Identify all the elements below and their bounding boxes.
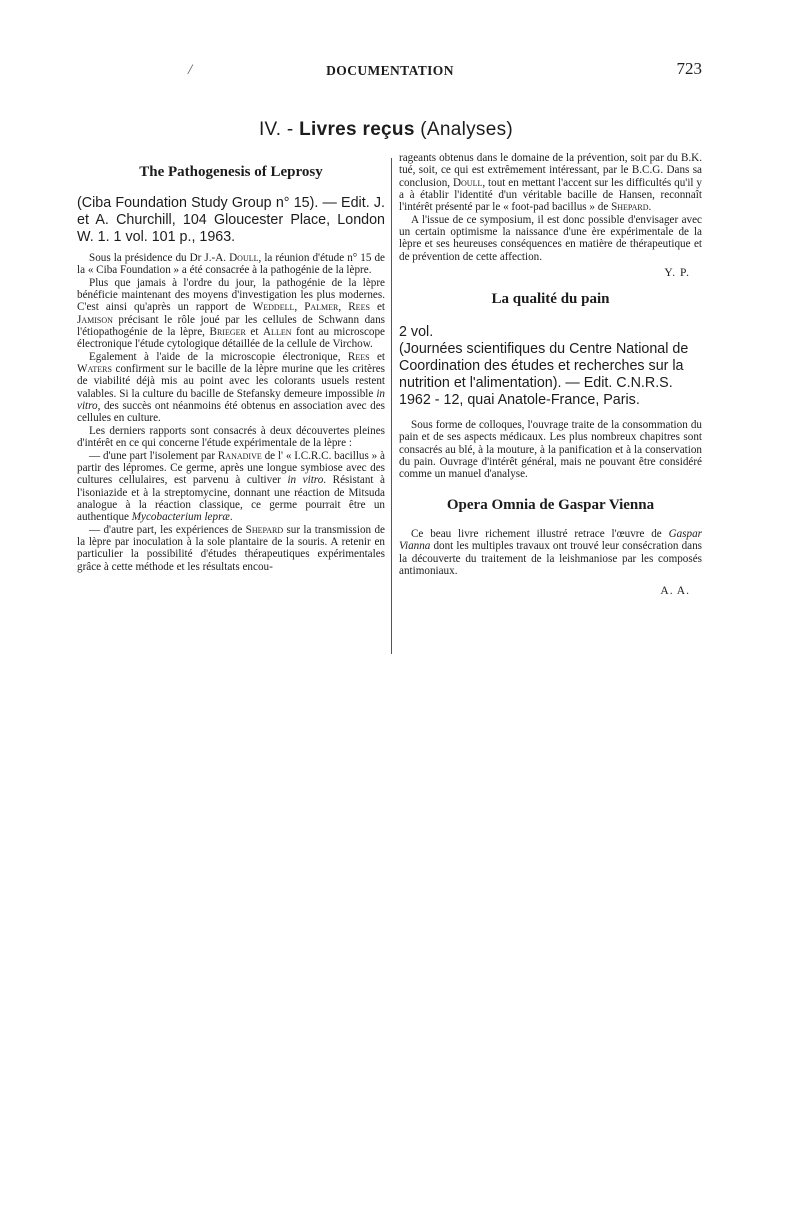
review-title: The Pathogenesis of Leprosy <box>139 164 323 180</box>
italic-term: Gaspar Vianna <box>399 527 702 553</box>
author-name: Weddell, Palmer, Rees <box>252 301 370 314</box>
author-name: Doull <box>229 252 259 264</box>
author-name: Ranadive <box>217 449 262 462</box>
author-name: Allen <box>263 326 292 339</box>
review-title: Opera Omnia de Gaspar Vienna <box>446 496 655 513</box>
author-name: Doull <box>452 176 483 189</box>
left-column <box>77 158 385 573</box>
author-name: Waters <box>77 363 112 376</box>
reviewer-signature: Y. P. <box>664 267 690 280</box>
paragraph: Ce beau livre richement illustré retrace l'œuvre de Gaspar Vianna dont les multiples travaux ont trouvé leur consécration dans la découverte du traitement de la leishmaniose par les composés antimoniaux. <box>399 527 702 577</box>
italic-term: in vitro <box>77 387 385 413</box>
section-suffix: (Analyses) <box>414 119 514 140</box>
paragraph: Sous forme de colloques, l'ouvrage traite de la consommation du pain et de ses aspects médicaux. Les plus nombreux chapitres sont consacrés au blé, à la mouture, à la panification et à la conservation du pain. Ouvrage d'intérêt général, mais ne pouvant être considéré comme un manuel d'analyse. <box>399 419 702 481</box>
paragraph: Plus que jamais à l'ordre du jour, la pathogénie de la lèpre bénéficie maintenant des moyens d'investigation les plus modernes. C'est ainsi qu'après un rapport de Weddell, Palmer, Rees et Jamison précisant le rôle joué par les cellules de Schwann dans l'étiopathogénie de la lèpre, Brieger et Allen font au microscope électronique l'étude cytologique détaillée de la cellule de Virchow. <box>77 276 386 351</box>
column-divider <box>391 158 392 654</box>
header-mark: / <box>188 62 193 78</box>
section-prefix: IV. - <box>258 119 300 140</box>
section-heading-bold: Livres reçus <box>299 119 415 140</box>
author-name: Brieger <box>209 326 246 339</box>
author-name: Jamison <box>77 313 113 326</box>
paragraph: Les derniers rapports sont consacrés à deux découvertes pleines d'intérêt en ce qui concerne l'étude expérimentale de la lèpre : <box>77 424 385 450</box>
paragraph: rageants obtenus dans le domaine de la prévention, soit par du B.K. tué, soit, ce qui est extrêmement intéressant, par le B.C.G. Dans sa conclusion, Doull, tout en mettant l'accent sur les difficultés qu'il y a à établir l'identité d'un véritable bacille de Hansen, reconnaît l'intérêt présenté par le « foot-pad bacillus » de Shepard. <box>399 152 702 214</box>
author-name: Shepard <box>245 523 284 536</box>
right-column <box>399 152 702 597</box>
paragraph: — d'autre part, les expériences de Shepard sur la transmission de la lèpre par inoculation à la sole plantaire de la souris. A retenir en particulier la possibilité d'études thérapeutiques expérimentales grâce à cette méthode et les résultats encou- <box>77 523 385 573</box>
paragraph: Sous la présidence du Dr J.-A. Doull, la réunion d'étude n° 15 de la « Ciba Foundation » a été consacrée à la pathogénie de la lèpre. <box>77 252 385 277</box>
author-name: Rees <box>347 350 370 363</box>
page-number: 723 <box>676 59 702 78</box>
author-name: Shepard <box>611 201 649 214</box>
reviewer-signature: A. A. <box>660 585 690 598</box>
italic-term: in vitro <box>287 474 324 487</box>
book-reference: (Ciba Foundation Study Group n° 15). — Edit. J. et A. Churchill, 104 Gloucester Place, London W. 1. 1 vol. 101 p., 1963. <box>77 195 385 245</box>
volume-count: 2 vol. <box>399 324 434 341</box>
review-title: La qualité du pain <box>491 291 610 308</box>
book-reference: (Journées scientifiques du Centre National de Coordination des études et recherches sur la nutrition et l'alimentation). — Edit. C.N.R.S. 1962 - 12, quai Anatole-France, Paris. <box>399 341 689 409</box>
italic-term: Mycobacterium lepræ <box>131 511 230 524</box>
running-title: DOCUMENTATION <box>326 63 454 78</box>
paragraph: — d'une part l'isolement par Ranadive de l' « I.C.R.C. bacillus » à partir des lépromes. Ce germe, après une longue symbiose avec des cultures cellulaires, est parvenu à cultiver in vitro. Résistant à l'isoniazide et à la streptomycine, donnant une réaction de Mitsuda analogue à la réaction classique, ce germe pourrait être un authentique Mycobacterium lepræ. <box>77 449 385 524</box>
paragraph: A l'issue de ce symposium, il est donc possible d'envisager avec un certain optimisme la naissance d'une ère expérimentale de la lèpre et ses heureuses conséquences en matière de thérapeutique et de prévention de cette affection. <box>399 213 702 263</box>
running-header <box>0 60 800 84</box>
paragraph: Egalement à l'aide de la microscopie électronique, Rees et Waters confirment sur le bacille de la lèpre murine que les critères de viabilité déjà mis au point avec les colorants usuels restent valables. Si la culture du bacille de Stefansky demeure impossible in vitro, des succès ont néanmoins été obtenus en association avec des cellules en culture. <box>77 350 386 425</box>
section-heading <box>0 119 772 141</box>
